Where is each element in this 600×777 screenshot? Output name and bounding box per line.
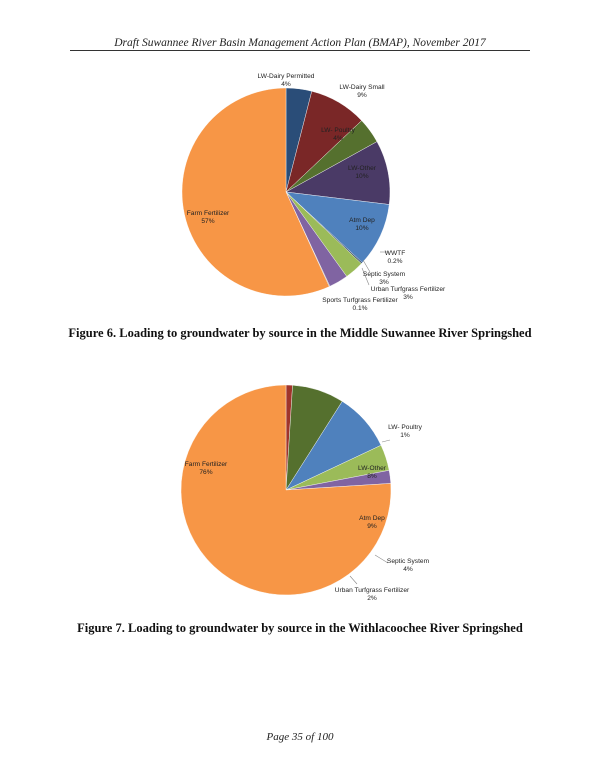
slice-value-label: 0.1% [352, 305, 368, 312]
slice-label: LW-Dairy Permitted [257, 73, 315, 80]
slice-value-label: 57% [201, 218, 215, 225]
slice-label: Atm Dep [349, 217, 375, 224]
figure-6-caption: Figure 6. Loading to groundwater by source in the Middle Suwannee River Springshed [68, 326, 532, 340]
slice-value-label: 3% [403, 294, 413, 301]
leader-line [350, 576, 357, 584]
slice-value-label: 76% [199, 469, 213, 476]
pie-chart-svg [150, 72, 450, 312]
page-number: Page 35 of 100 [266, 731, 334, 743]
slice-value-label: 8% [367, 473, 377, 480]
slice-value-label: 10% [355, 225, 369, 232]
slice-value-label: 4% [281, 81, 291, 88]
slice-label: WWTF [384, 250, 406, 257]
figure-7-caption: Figure 7. Loading to groundwater by source in the Withlacoochee River Springshed [77, 621, 523, 635]
slice-value-label: 2% [367, 595, 377, 602]
slice-label: Urban Turfgrass Fertilizer [334, 587, 410, 594]
slice-value-label: 1% [400, 432, 410, 439]
slice-label: LW- Poultry [388, 424, 422, 431]
running-header: Draft Suwannee River Basin Management Action Plan (BMAP), November 2017 [114, 37, 486, 49]
slice-label: Sports Turfgrass Fertilizer [322, 297, 398, 304]
pie-chart-middle-suwannee [150, 72, 450, 312]
slice-value-label: 4% [403, 566, 413, 573]
slice-label: Atm Dep [359, 515, 385, 522]
slice-label: LW-Other [348, 165, 376, 172]
slice-value-label: 0.2% [387, 258, 403, 265]
slice-label: Septic System [386, 558, 430, 565]
slice-value-label: 4% [333, 135, 343, 142]
slice-value-label: 3% [379, 279, 389, 286]
slice-label: LW-Other [358, 465, 386, 472]
slice-label: Urban Turfgrass Fertilizer [370, 286, 446, 293]
slice-label: Farm Fertilizer [186, 210, 230, 217]
slice-label: Septic System [362, 271, 406, 278]
pie-chart-withlacoochee [150, 370, 450, 610]
slice-value-label: 9% [357, 92, 367, 99]
slice-value-label: 9% [367, 523, 377, 530]
slice-label: LW-Dairy Small [339, 84, 385, 91]
leader-line [382, 440, 390, 442]
slice-label: Farm Fertilizer [184, 461, 228, 468]
header-rule [70, 50, 530, 51]
pie-chart-svg [150, 370, 450, 610]
slice-label: LW- Poultry [321, 127, 355, 134]
slice-value-label: 10% [355, 173, 369, 180]
